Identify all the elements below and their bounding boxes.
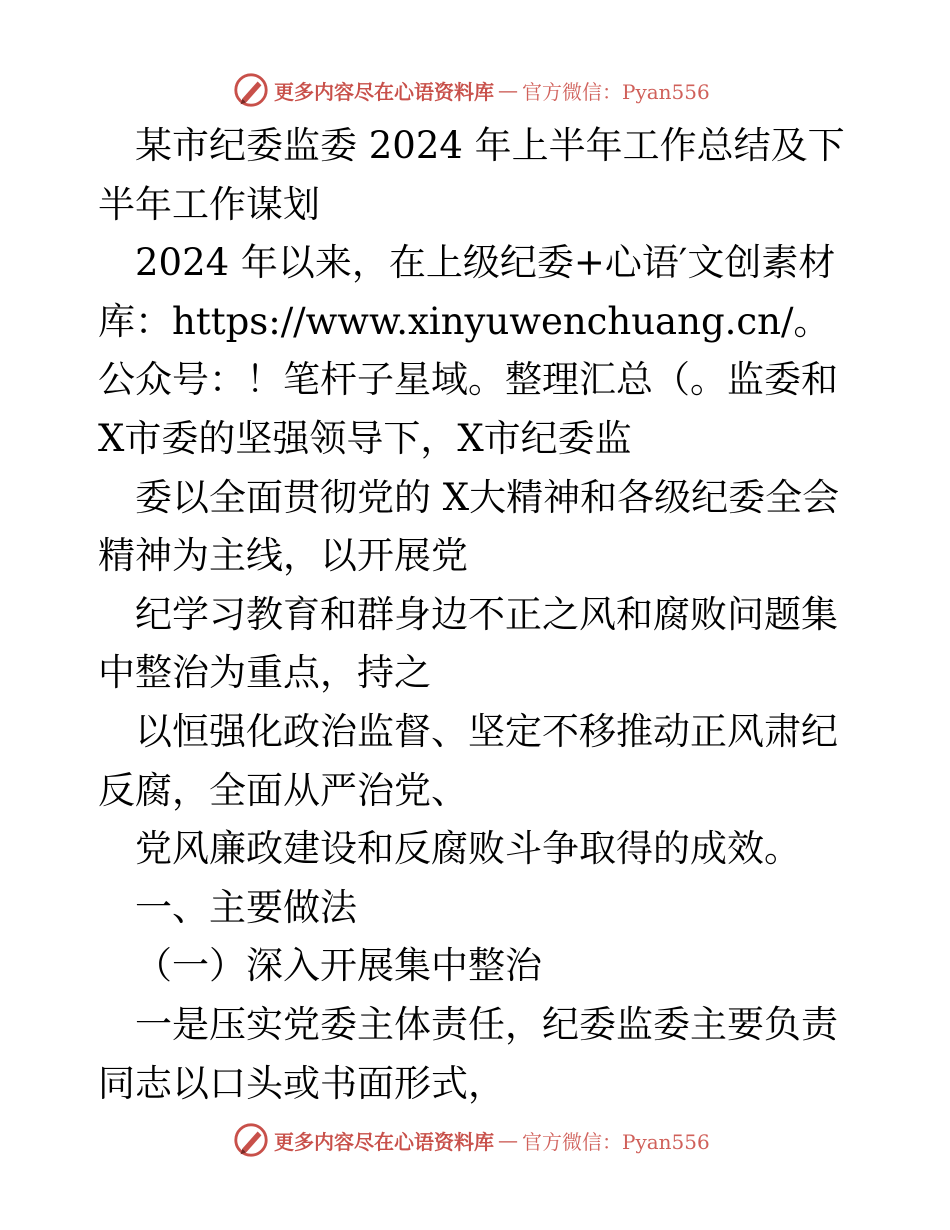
banner-dash: —	[498, 1128, 518, 1152]
banner-dash: —	[498, 78, 518, 102]
pen-logo-icon	[232, 1121, 270, 1159]
banner-title: 更多内容尽在心语资料库	[274, 1129, 494, 1154]
paragraph-3: 纪学习教育和群身边不正之风和腐败问题集中整治为重点，持之	[98, 592, 838, 695]
header-watermark	[232, 70, 710, 110]
banner-wechat: 官方微信：Pyan556	[522, 79, 710, 104]
paragraph-4: 以恒强化政治监督、坚定不移推动正风肃纪反腐，全面从严治党、	[98, 709, 838, 812]
banner-wechat: 官方微信：Pyan556	[522, 1129, 710, 1154]
subsection-heading: （一）深入开展集中整治	[135, 944, 542, 988]
banner-title: 更多内容尽在心语资料库	[274, 79, 494, 104]
section-heading: 一、主要做法	[135, 885, 357, 929]
document-body	[98, 117, 858, 1113]
pen-logo-icon	[232, 71, 270, 109]
paragraph-8: 一是压实党委主体责任，纪委监委主要负责同志以口头或书面形式，	[98, 1002, 838, 1105]
paragraph-2: 委以全面贯彻党的 X大精神和各级纪委全会精神为主线，以开展党	[98, 475, 840, 578]
paragraph-1: 2024 年以来，在上级纪委+心语′文创素材库：https://www.xinyuwenchuang.cn/。公众号：！笔杆子星域。整理汇总（。监委和 X市委的坚强领导下，X市纪委监	[98, 241, 850, 460]
document-title: 某市纪委监委 2024 年上半年工作总结及下半年工作谋划	[98, 124, 845, 226]
footer-watermark	[232, 1120, 710, 1160]
paragraph-5: 党风廉政建设和反腐败斗争取得的成效。	[135, 827, 801, 871]
